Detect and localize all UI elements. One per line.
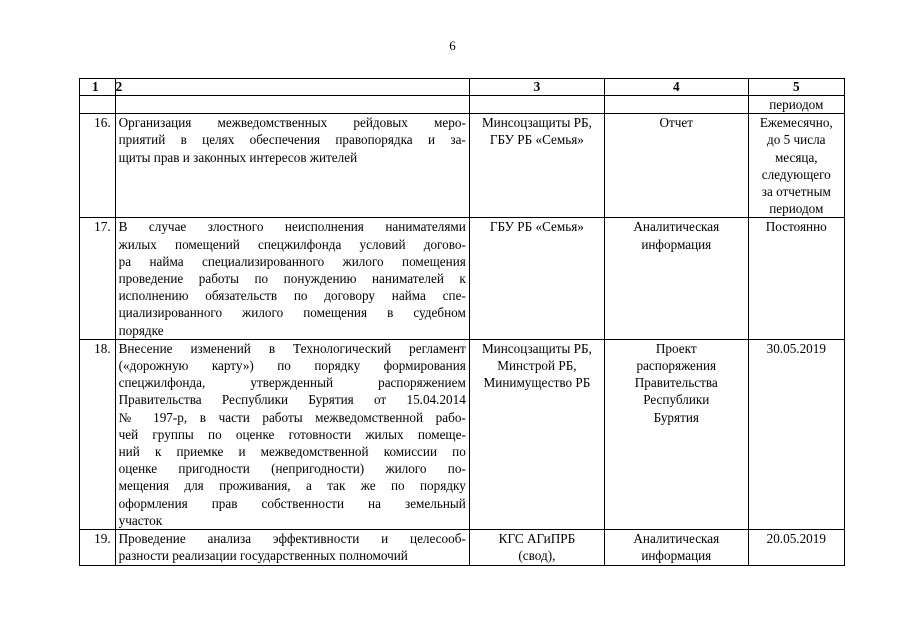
deadline-line: периодом (769, 201, 824, 217)
row-number: 18. (80, 339, 116, 529)
text-line: спецжилфонда, утвержденный распоряжением (118, 375, 466, 391)
form-line: Отчет (659, 115, 694, 131)
form-line: Аналитическая (633, 531, 720, 547)
deadline (748, 339, 844, 529)
text-line: Правительства Республики Бурятия от 15.04.2014 (118, 392, 466, 408)
form-line: информация (641, 236, 712, 252)
measure-text (115, 339, 469, 529)
text-line: порядке (118, 322, 164, 338)
deadline-line: до 5 числа (767, 132, 826, 148)
form-line: информация (641, 548, 712, 564)
text-line: № 197-р, в части работы межведомственной рабо- (118, 409, 466, 425)
deadline-line: месяца, (774, 149, 818, 165)
row-number: 17. (80, 218, 116, 339)
continuation-row (80, 96, 845, 114)
measure-text (115, 114, 469, 218)
form-line: Республики (643, 392, 710, 408)
deadline-line: 20.05.2019 (766, 531, 826, 547)
report-form (605, 114, 749, 218)
executors (469, 530, 604, 566)
report-form (605, 339, 749, 529)
deadline (748, 530, 844, 566)
text-line: участок (118, 512, 163, 528)
text-line: разности реализации государственных полномочий (118, 548, 408, 564)
deadline (748, 114, 844, 218)
table-row (80, 530, 845, 566)
form-line: Проект (655, 340, 697, 356)
header-col-1: 1 (80, 79, 116, 96)
header-col-2: 2 (115, 79, 469, 96)
text-line: приятий в целях обеспечения правопорядка и за- (118, 132, 466, 148)
report-form (605, 530, 749, 566)
table-header-row (80, 79, 845, 96)
text-line: ра найма специализированного жилого помещения (118, 253, 466, 269)
form-line: Бурятия (653, 409, 699, 425)
executor: Минсоцзащиты РБ, (481, 340, 592, 356)
text-line: Организация межведомственных рейдовых меро- (118, 115, 466, 131)
form-line: распоряжения (636, 358, 717, 374)
executor: ГБУ РБ «Семья» (489, 219, 584, 235)
form-line: Правительства (634, 375, 718, 391)
executor: Минстрой РБ, (497, 358, 577, 374)
deadline (748, 218, 844, 339)
executors (469, 339, 604, 529)
table-row (80, 114, 845, 218)
text-line: («дорожную карту») по порядку формирования (118, 358, 466, 374)
executor: Минимущество РБ (483, 375, 591, 391)
text-line: циализированного жилого помещения в судебном (118, 305, 466, 321)
row-number: 19. (80, 530, 116, 566)
text-line: жилых помещений спецжилфонда условий догово- (118, 236, 466, 252)
table-row (80, 218, 845, 339)
form-line: Аналитическая (633, 219, 720, 235)
text-line: исполнению обязательств по договору найма спе- (118, 288, 466, 304)
text-line: ний к приемке и межведомственной комиссии по (118, 444, 466, 460)
text-line: Проведение анализа эффективности и целесооб- (118, 531, 466, 547)
deadline-line: Постоянно (765, 219, 827, 235)
text-line: Внесение изменений в Технологический регламент (118, 340, 466, 356)
executors (469, 114, 604, 218)
executors (469, 218, 604, 339)
deadline-line: Ежемесячно, (759, 115, 833, 131)
executor: Минсоцзащиты РБ, (481, 115, 592, 131)
executor: КГС АГиПРБ (498, 531, 576, 547)
continuation-deadline: периодом (748, 96, 844, 114)
executor: ГБУ РБ «Семья» (489, 132, 584, 148)
executor: (свод), (518, 548, 556, 564)
text-line: оценке пригодности (непригодности) жилого по- (118, 461, 466, 477)
text-line: мещения для проживания, а так же по порядку (118, 478, 466, 494)
text-line: щиты прав и законных интересов жителей (118, 149, 358, 165)
header-col-5: 5 (748, 79, 844, 96)
row-number: 16. (80, 114, 116, 218)
page-number: 6 (449, 38, 456, 53)
deadline-line: за отчетным (761, 184, 831, 200)
header-col-4: 4 (605, 79, 749, 96)
text-line: оформления прав собственности на земельный (118, 495, 466, 511)
text-line: проведение работы по понуждению нанимателей к (118, 271, 466, 287)
measure-text (115, 218, 469, 339)
report-form (605, 218, 749, 339)
plan-table (79, 78, 845, 566)
text-line: чей группы по оценке готовности жилых помеще- (118, 426, 466, 442)
deadline-line: следующего (761, 166, 831, 182)
measure-text (115, 530, 469, 566)
table-row (80, 339, 845, 529)
text-line: В случае злостного неисполнения нанимателями (118, 219, 466, 235)
header-col-3: 3 (469, 79, 604, 96)
deadline-line: 30.05.2019 (766, 340, 826, 356)
